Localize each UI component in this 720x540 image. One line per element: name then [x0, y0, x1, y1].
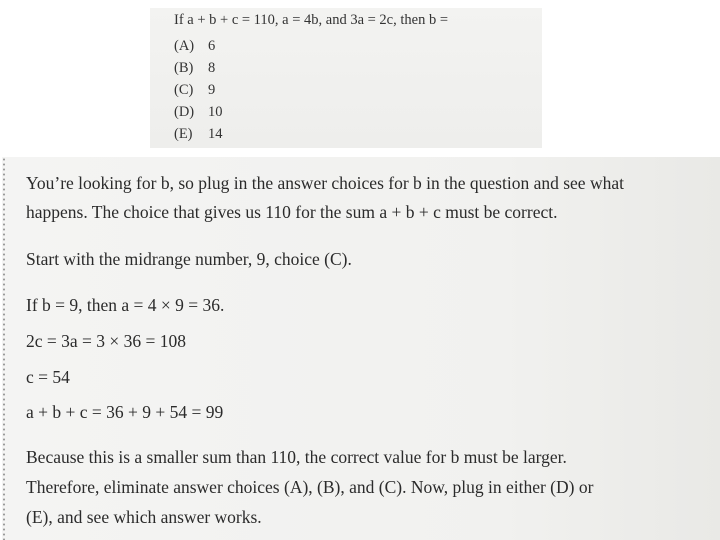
choice-letter: (A)	[174, 38, 195, 54]
explanation-p3-line3: (E), and see which answer works.	[26, 507, 262, 527]
answer-choice-e	[174, 126, 223, 143]
choice-letter: (C)	[174, 82, 194, 98]
step-1: If b = 9, then a = 4 × 9 = 36.	[26, 295, 225, 315]
choice-value: 6	[208, 38, 216, 54]
explanation-p3-line1: Because this is a smaller sum than 110, the correct value for b must be larger.	[26, 447, 567, 467]
answer-choice-b	[174, 60, 215, 77]
answer-choice-a	[174, 38, 215, 55]
choice-value: 8	[208, 60, 216, 76]
step-3: c = 54	[26, 367, 70, 387]
question-stem: If a + b + c = 110, a = 4b, and 3a = 2c, then b =	[174, 12, 449, 28]
explanation-p3-line2: Therefore, eliminate answer choices (A), (B), and (C). Now, plug in either (D) or	[26, 477, 594, 497]
step-2: 2c = 3a = 3 × 36 = 108	[26, 331, 187, 351]
choice-letter: (E)	[174, 126, 193, 142]
choice-value: 14	[208, 126, 223, 142]
choice-letter: (D)	[174, 104, 195, 120]
explanation-p1-line2: happens. The choice that gives us 110 for the sum a + b + c must be correct.	[26, 202, 558, 222]
explanation-p2: Start with the midrange number, 9, choice (C).	[26, 249, 352, 269]
step-4: a + b + c = 36 + 9 + 54 = 99	[26, 402, 224, 422]
answer-choice-d	[174, 104, 223, 121]
question-panel	[150, 8, 542, 148]
explanation-panel	[2, 157, 720, 540]
explanation-p1-line1: You’re looking for b, so plug in the answer choices for b in the question and see what	[26, 173, 624, 193]
choice-value: 9	[208, 82, 216, 98]
choice-value: 10	[208, 104, 223, 120]
choice-letter: (B)	[174, 60, 194, 76]
answer-choice-c	[174, 82, 215, 99]
page-edge-dots	[2, 157, 6, 540]
